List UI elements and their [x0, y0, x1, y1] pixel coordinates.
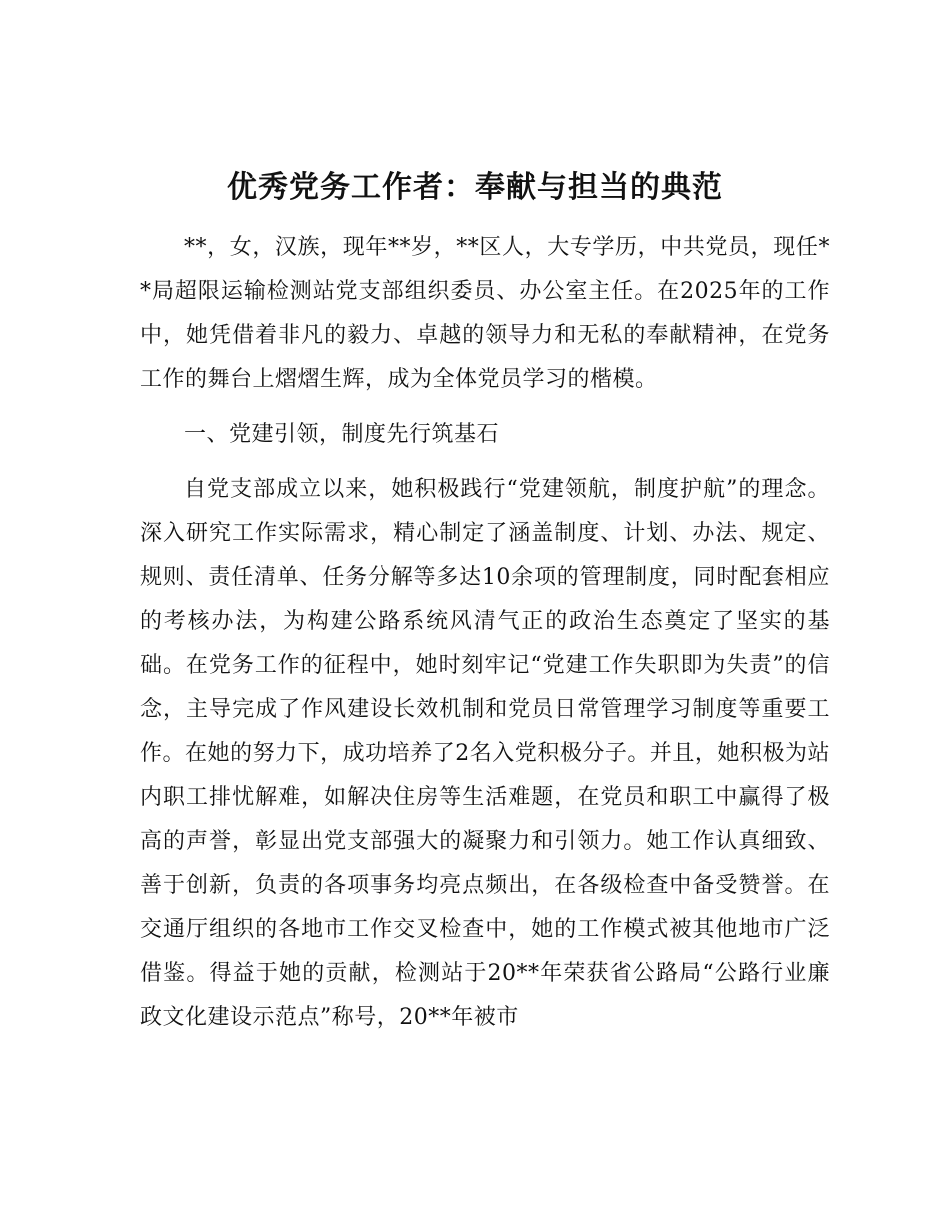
intro-paragraph: **，女，汉族，现年**岁，**区人，大专学历，中共党员，现任**局超限运输检测站党支部组织委员、办公室主任。在2025年的工作中，她凭借着非凡的毅力、卓越的领导力和无私的奉献精神，在党务工作的舞台上熠熠生辉，成为全体党员学习的楷模。 — [140, 235, 830, 392]
section-heading-1: 一、党建引领，制度先行筑基石 — [184, 422, 500, 447]
document-body — [140, 226, 830, 1040]
section-1-paragraph: 自党支部成立以来，她积极践行“党建领航，制度护航”的理念。深入研究工作实际需求，精心制定了涵盖制度、计划、办法、规定、规则、责任清单、任务分解等多达10余项的管理制度，同时配套相应的考核办法，为构建公路系统风清气正的政治生态奠定了坚实的基础。在党务工作的征程中，她时刻牢记“党建工作失职即为失责”的信念，主导完成了作风建设长效机制和党员日常管理学习制度等重要工作。在她的努力下，成功培养了2名入党积极分子。并且，她积极为站内职工排忧解难，如解决住房等生活难题，在党员和职工中赢得了极高的声誉，彰显出党支部强大的凝聚力和引领力。她工作认真细致、善于创新，负责的各项事务均亮点频出，在各级检查中备受赞誉。在交通厅组织的各地市工作交叉检查中，她的工作模式被其他地市广泛借鉴。得益于她的贡献，检测站于20**年荣获省公路局“公路行业廉政文化建设示范点”称号，20**年被市 — [140, 477, 830, 1030]
document-title: 优秀党务工作者：奉献与担当的典范 — [227, 170, 723, 205]
